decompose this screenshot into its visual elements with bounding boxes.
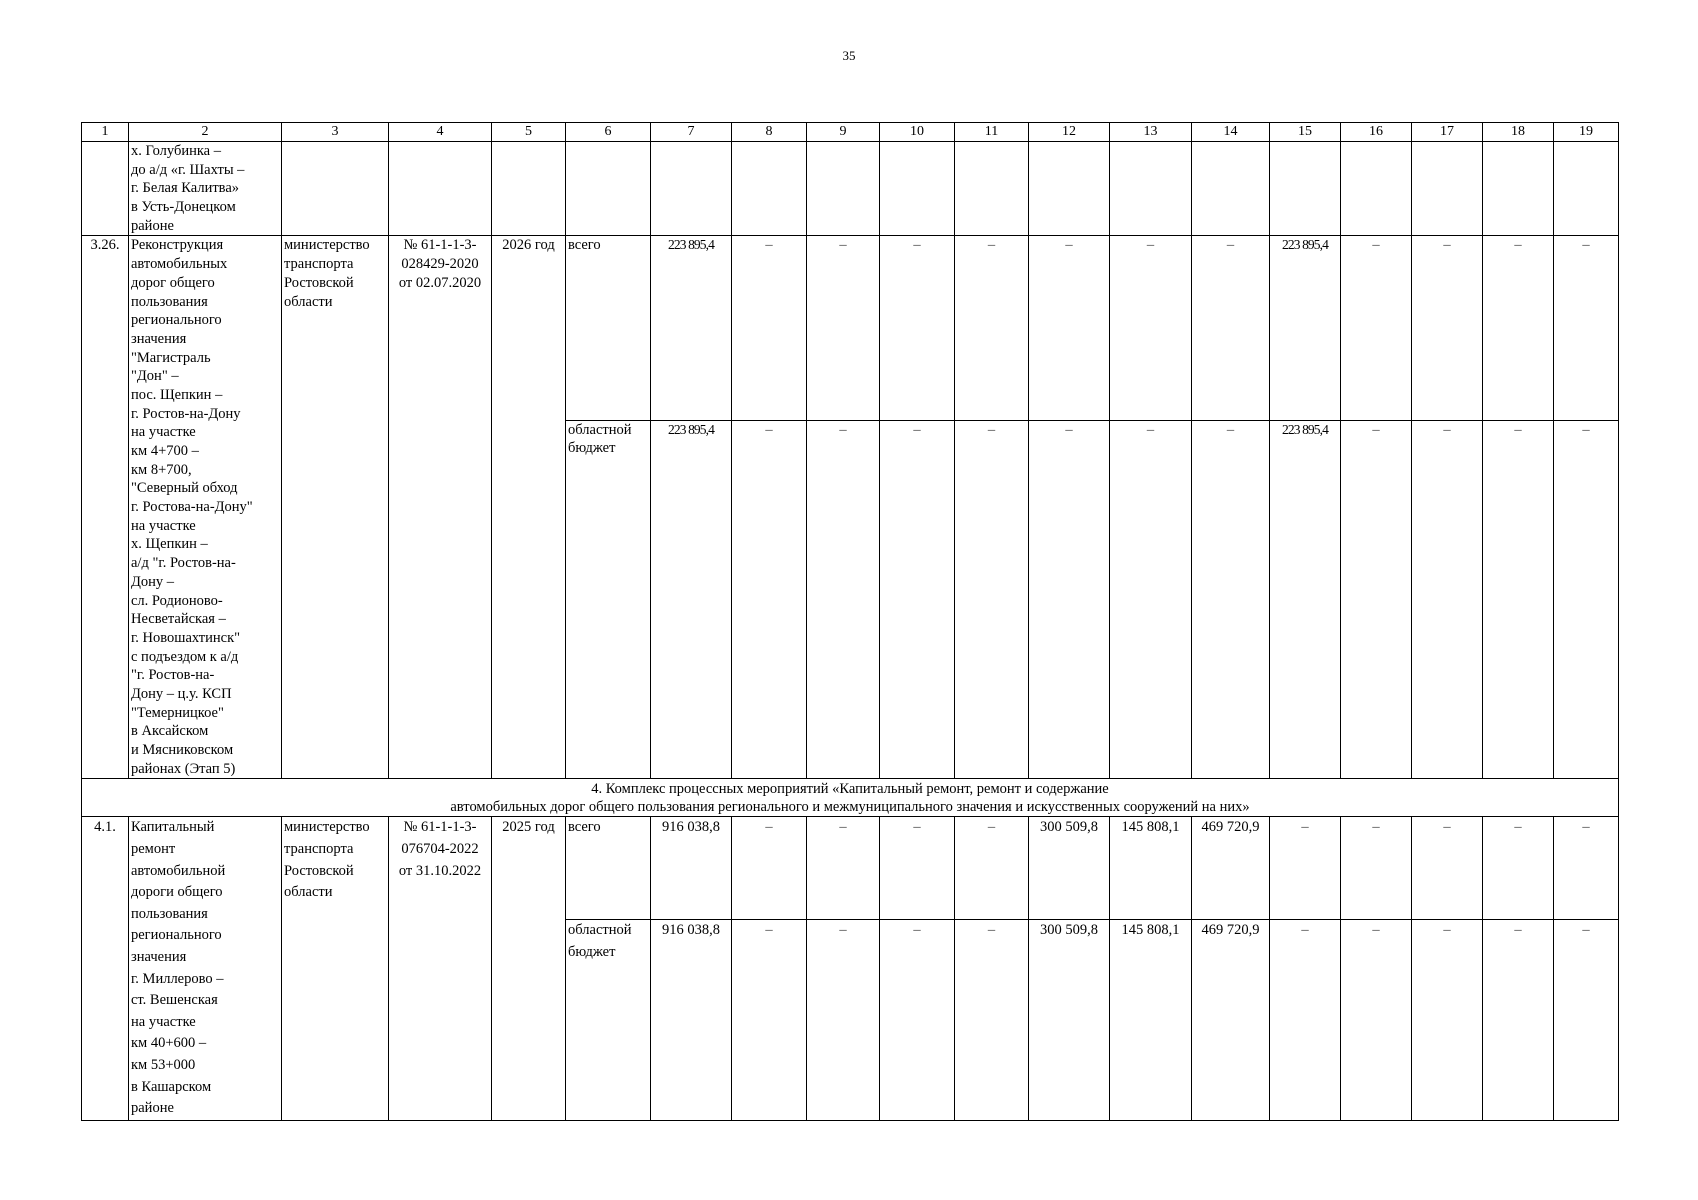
- executor-line: министерство: [284, 819, 370, 836]
- name-line: г. Белая Калитва»: [131, 180, 240, 197]
- name-line: Дону – ц.у. КСП: [131, 685, 232, 702]
- name-line: Капитальный: [131, 819, 215, 836]
- name-line: "Дон" –: [131, 368, 179, 385]
- amount-cell: 469 720,9: [1192, 919, 1270, 1120]
- name-line: районах (Этап 5): [131, 760, 236, 777]
- name-line: на участке: [131, 1013, 196, 1030]
- financing-table: [81, 122, 1619, 1121]
- amount-cell: 916 038,8: [651, 919, 732, 1120]
- executor-line: министерство: [284, 237, 370, 254]
- amount-cell: –: [1341, 420, 1412, 779]
- name-line: Несветайская –: [131, 611, 226, 628]
- name-line: в Усть-Донецком: [131, 199, 236, 216]
- amount-cell: –: [807, 236, 880, 420]
- name-line: г. Ростов-на-Дону: [131, 405, 241, 422]
- amount-cell: 300 509,8: [1029, 817, 1110, 920]
- section-heading-row: [82, 779, 1619, 817]
- item-326-total-row: [82, 236, 1619, 420]
- col-header: 7: [651, 123, 732, 142]
- name-line: х. Голубинка –: [131, 143, 221, 159]
- source-line: бюджет: [568, 440, 616, 457]
- name-line: "Северный обход: [131, 480, 238, 497]
- amount-cell: –: [1341, 817, 1412, 920]
- name-line: регионального: [131, 312, 222, 329]
- col-header: 15: [1270, 123, 1341, 142]
- col-header: 9: [807, 123, 880, 142]
- amount-cell: 145 808,1: [1110, 919, 1192, 1120]
- source-cell: всего: [566, 817, 651, 920]
- col-header: 17: [1412, 123, 1483, 142]
- item-41-total-row: [82, 817, 1619, 920]
- col-header: 19: [1554, 123, 1619, 142]
- name-line: в Аксайском: [131, 723, 209, 740]
- amount-cell: 223 895,4: [651, 420, 732, 779]
- source-line: бюджет: [568, 943, 616, 960]
- amount-cell: –: [880, 817, 955, 920]
- name-line: районе: [131, 1100, 174, 1117]
- section-heading-line: 4. Комплекс процессных мероприятий «Капитальный ремонт, ремонт и содержание: [591, 781, 1109, 798]
- name-line: на участке: [131, 517, 196, 534]
- name-line: и Мясниковском: [131, 742, 234, 758]
- name-line: районе: [131, 217, 174, 234]
- col-header: 2: [129, 123, 282, 142]
- col-header: 3: [282, 123, 389, 142]
- name-line: с подъездом к а/д: [131, 648, 239, 665]
- amount-cell: –: [1192, 420, 1270, 779]
- col-header: 13: [1110, 123, 1192, 142]
- name-line: Реконструкция: [131, 237, 224, 254]
- document-line: 028429-2020: [401, 256, 479, 273]
- page-number: 35: [842, 48, 856, 63]
- item-number: 3.26.: [82, 236, 129, 779]
- name-line: ремонт: [131, 840, 176, 857]
- col-header: 8: [732, 123, 807, 142]
- amount-cell: 223 895,4: [1270, 420, 1341, 779]
- amount-cell: 145 808,1: [1110, 817, 1192, 920]
- amount-cell: –: [1483, 236, 1554, 420]
- amount-cell: –: [1483, 817, 1554, 920]
- name-line: км 40+600 –: [131, 1035, 207, 1052]
- amount-cell: –: [955, 817, 1029, 920]
- amount-cell: –: [732, 919, 807, 1120]
- item-name: [129, 236, 282, 779]
- document-line: № 61-1-1-3-: [403, 237, 477, 254]
- name-line: "Магистраль: [131, 349, 211, 366]
- executor-line: транспорта: [284, 840, 354, 857]
- document-line: 076704-2022: [401, 840, 479, 857]
- executor-cell: [282, 817, 389, 1120]
- name-line: х. Щепкин –: [131, 536, 208, 553]
- name-line: автомобильной: [131, 862, 226, 879]
- name-line: км 4+700 –: [131, 443, 199, 459]
- name-line: в Кашарском: [131, 1078, 212, 1095]
- source-cell: всего: [566, 236, 651, 420]
- amount-cell: –: [1110, 420, 1192, 779]
- name-line: км 53+000: [131, 1056, 196, 1073]
- name-line: а/д "г. Ростов-на-: [131, 555, 236, 572]
- source-cell: [566, 919, 651, 1120]
- amount-cell: –: [1192, 236, 1270, 420]
- amount-cell: –: [1270, 817, 1341, 920]
- executor-line: области: [284, 884, 333, 901]
- source-line: областной: [568, 921, 632, 938]
- document-line: от 02.07.2020: [398, 274, 482, 291]
- amount-cell: –: [1270, 919, 1341, 1120]
- amount-cell: –: [1483, 420, 1554, 779]
- col-header: 11: [955, 123, 1029, 142]
- name-line: ст. Вешенская: [131, 992, 218, 1009]
- name-line: г. Новошахтинск": [131, 629, 241, 646]
- amount-cell: –: [807, 919, 880, 1120]
- header-row: [82, 123, 1619, 142]
- col-header: 16: [1341, 123, 1412, 142]
- amount-cell: –: [1110, 236, 1192, 420]
- col-header: 12: [1029, 123, 1110, 142]
- name-line: регионального: [131, 927, 222, 944]
- amount-cell: –: [1412, 236, 1483, 420]
- amount-cell: 223 895,4: [1270, 236, 1341, 420]
- amount-cell: –: [807, 817, 880, 920]
- year-cell: 2026 год: [492, 236, 566, 779]
- name-line: "Темерницкое": [131, 704, 224, 721]
- continuation-row: [82, 142, 1619, 236]
- name-line: г. Ростова-на-Дону": [131, 499, 253, 516]
- amount-cell: –: [1029, 420, 1110, 779]
- amount-cell: –: [1554, 919, 1619, 1120]
- name-line: пос. Щепкин –: [131, 386, 223, 403]
- amount-cell: –: [807, 420, 880, 779]
- name-line: "г. Ростов-на-: [131, 667, 215, 684]
- source-cell: [566, 420, 651, 779]
- amount-cell: –: [732, 236, 807, 420]
- amount-cell: –: [880, 420, 955, 779]
- name-line: г. Миллерово –: [131, 970, 224, 987]
- amount-cell: –: [880, 236, 955, 420]
- name-line: значения: [131, 948, 187, 965]
- name-line: значения: [131, 330, 187, 347]
- amount-cell: 469 720,9: [1192, 817, 1270, 920]
- document-cell: [389, 817, 492, 1120]
- executor-line: Ростовской: [284, 274, 354, 291]
- name-line: автомобильных: [131, 256, 228, 273]
- col-header: 18: [1483, 123, 1554, 142]
- col-header: 4: [389, 123, 492, 142]
- amount-cell: 916 038,8: [651, 817, 732, 920]
- name-line: дорог общего: [131, 274, 215, 291]
- amount-cell: 223 895,4: [651, 236, 732, 420]
- name-line: пользования: [131, 905, 208, 922]
- name-cell: [129, 142, 282, 236]
- num-cell: [82, 142, 129, 236]
- name-line: Дону –: [131, 573, 175, 590]
- name-line: на участке: [131, 424, 196, 441]
- name-line: до а/д «г. Шахты –: [131, 161, 245, 178]
- amount-cell: –: [955, 236, 1029, 420]
- amount-cell: –: [955, 420, 1029, 779]
- col-header: 14: [1192, 123, 1270, 142]
- amount-cell: –: [1029, 236, 1110, 420]
- amount-cell: –: [1341, 919, 1412, 1120]
- item-name: [129, 817, 282, 1120]
- col-header: 5: [492, 123, 566, 142]
- document-cell: [389, 236, 492, 779]
- amount-cell: –: [1483, 919, 1554, 1120]
- amount-cell: –: [955, 919, 1029, 1120]
- executor-line: транспорта: [284, 256, 354, 273]
- amount-cell: –: [732, 817, 807, 920]
- amount-cell: –: [1554, 817, 1619, 920]
- item-number: 4.1.: [82, 817, 129, 1120]
- source-line: областной: [568, 421, 632, 438]
- amount-cell: –: [1554, 236, 1619, 420]
- section-heading: [82, 779, 1619, 817]
- executor-cell: [282, 236, 389, 779]
- col-header: 10: [880, 123, 955, 142]
- col-header: 6: [566, 123, 651, 142]
- executor-line: области: [284, 293, 333, 310]
- name-line: км 8+700,: [131, 461, 192, 478]
- amount-cell: 300 509,8: [1029, 919, 1110, 1120]
- document-line: от 31.10.2022: [398, 862, 482, 879]
- amount-cell: –: [1412, 420, 1483, 779]
- amount-cell: –: [1554, 420, 1619, 779]
- name-line: сл. Родионово-: [131, 592, 223, 609]
- executor-line: Ростовской: [284, 862, 354, 879]
- section-heading-line: автомобильных дорог общего пользования регионального и межмуниципального значения и искусственных сооружений на них»: [450, 799, 1250, 816]
- name-line: пользования: [131, 293, 208, 310]
- year-cell: 2025 год: [492, 817, 566, 1120]
- col-header: 1: [82, 123, 129, 142]
- document-line: № 61-1-1-3-: [403, 819, 477, 836]
- amount-cell: –: [1341, 236, 1412, 420]
- amount-cell: –: [1412, 919, 1483, 1120]
- amount-cell: –: [1412, 817, 1483, 920]
- amount-cell: –: [732, 420, 807, 779]
- amount-cell: –: [880, 919, 955, 1120]
- name-line: дороги общего: [131, 884, 223, 901]
